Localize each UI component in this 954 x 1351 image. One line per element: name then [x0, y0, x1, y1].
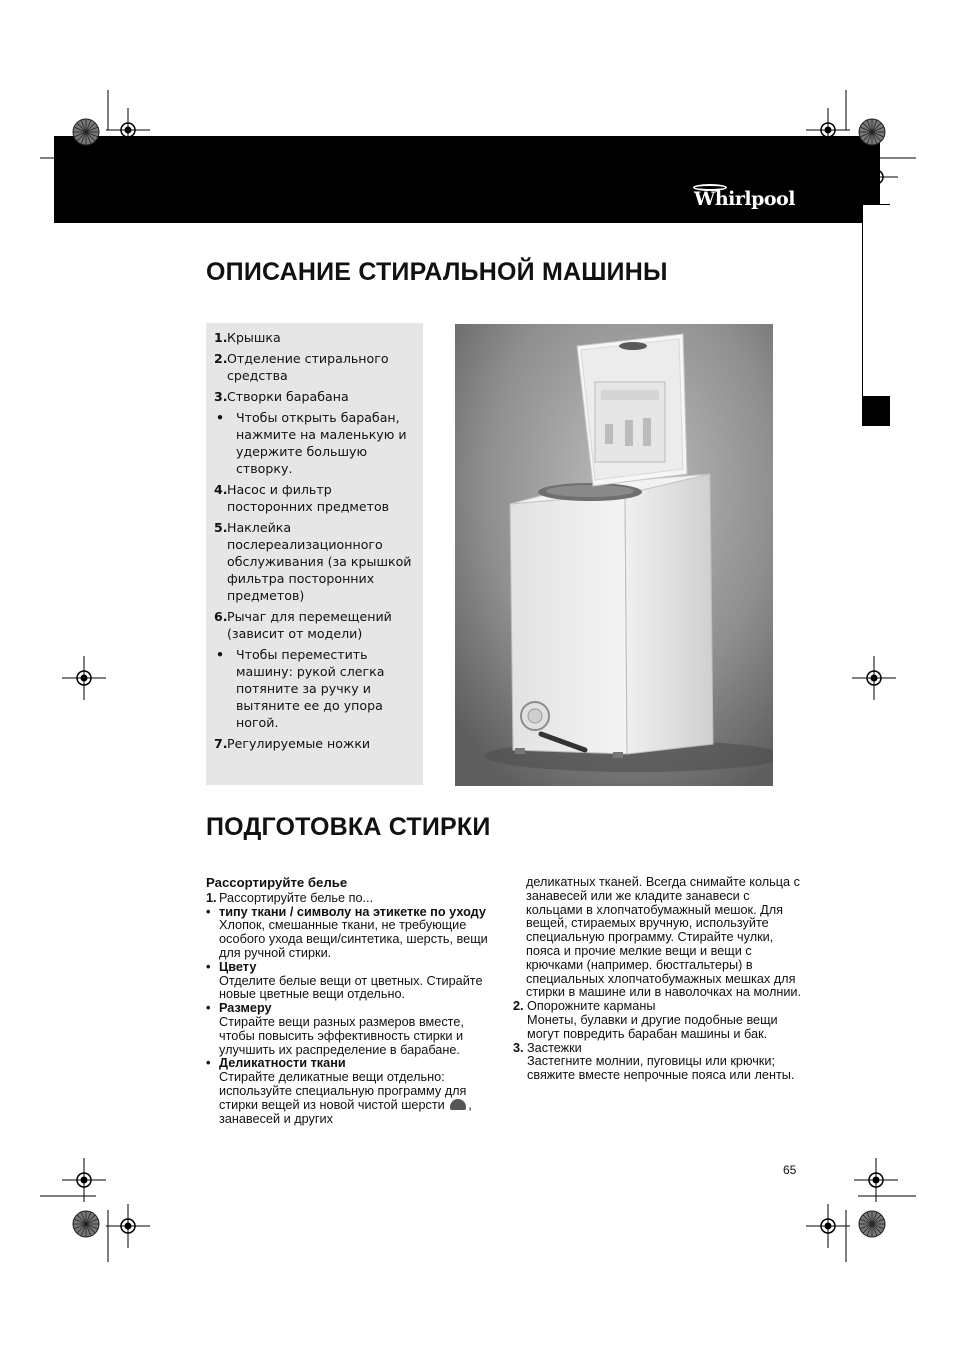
step-2: 2. Опорожните карманы Монеты, булавки и другие подобные вещи могут повредить барабан машины и бак. — [513, 999, 778, 1041]
list-item: 3. Створки барабана — [214, 389, 349, 404]
brand-logo: Whirlpool — [694, 188, 795, 210]
section-title-preparation: ПОДГОТОВКА СТИРКИ — [206, 813, 491, 841]
list-item: 7. Регулируемые ножки — [214, 736, 371, 751]
list-item: 1. Крышка — [214, 330, 281, 345]
washing-machine-photo — [455, 324, 773, 786]
list-item: 2. Отделение стирального средства — [214, 351, 389, 383]
criterion-delicate: • Деликатности ткани Стирайте деликатные вещи отдельно: используйте специальную программу для стирки вещей из новой чистой шерсти , занавесей и других — [206, 1056, 472, 1126]
list-item: • Чтобы переместить машину: рукой слегка потяните за ручку и вытяните ее до упора ногой. — [216, 647, 385, 730]
side-tab-marker — [862, 396, 890, 426]
parts-list — [206, 323, 423, 785]
side-tab — [862, 204, 890, 426]
section-title-description: ОПИСАНИЕ СТИРАЛЬНОЙ МАШИНЫ — [206, 258, 668, 286]
page-number: 65 — [783, 1163, 797, 1177]
step-3: 3. Застежки Застегните молнии, пуговицы или крючки; свяжите вместе непрочные пояса или ленты. — [513, 1040, 795, 1083]
subheading: Рассортируйте белье — [206, 875, 348, 890]
delicate-continuation: деликатных тканей. Всегда снимайте кольца с занавесей или же кладите занавеси с кольцами в хлопчатобумажный мешок. Для вещей, стираемых вручную, используйте специальную программу. Стирайте чулки, пояса и прочие мелкие вещи и вещи с крючками (например. бюстгальтеры) в специальных хлопчатобумажных мешках для стирки в машине или в наволочках на молнии. — [526, 875, 802, 1000]
list-item: 6. Рычаг для перемещений (зависит от модели) — [214, 609, 392, 641]
criterion-color: • Цвету Отделите белые вещи от цветных. Стирайте новые цветные вещи отдельно. — [206, 959, 483, 1002]
list-item: • Чтобы открыть барабан, нажмите на маленькую и удержите большую створку. — [216, 410, 407, 476]
list-item: 4. Насос и фильтр посторонних предметов — [214, 482, 390, 514]
text-column-left — [206, 876, 496, 1126]
criterion-fabric: • типу ткани / символу на этикетке по уходу Хлопок, смешанные ткани, не требующие особого ухода вещи/синтетика, шерсть, вещи для ручной стирки. — [206, 904, 488, 960]
list-item: 5. Наклейка послереализационного обслуживания (за крышкой фильтра посторонних предметов) — [214, 520, 412, 603]
text-column-right — [513, 876, 803, 1083]
wool-icon — [450, 1099, 466, 1110]
step-1: 1. Рассортируйте белье по... — [206, 890, 374, 905]
criterion-size: • Размеру Стирайте вещи разных размеров вместе, чтобы повысить эффективность стирки и улучшить их распределение в барабане. — [206, 1001, 464, 1057]
